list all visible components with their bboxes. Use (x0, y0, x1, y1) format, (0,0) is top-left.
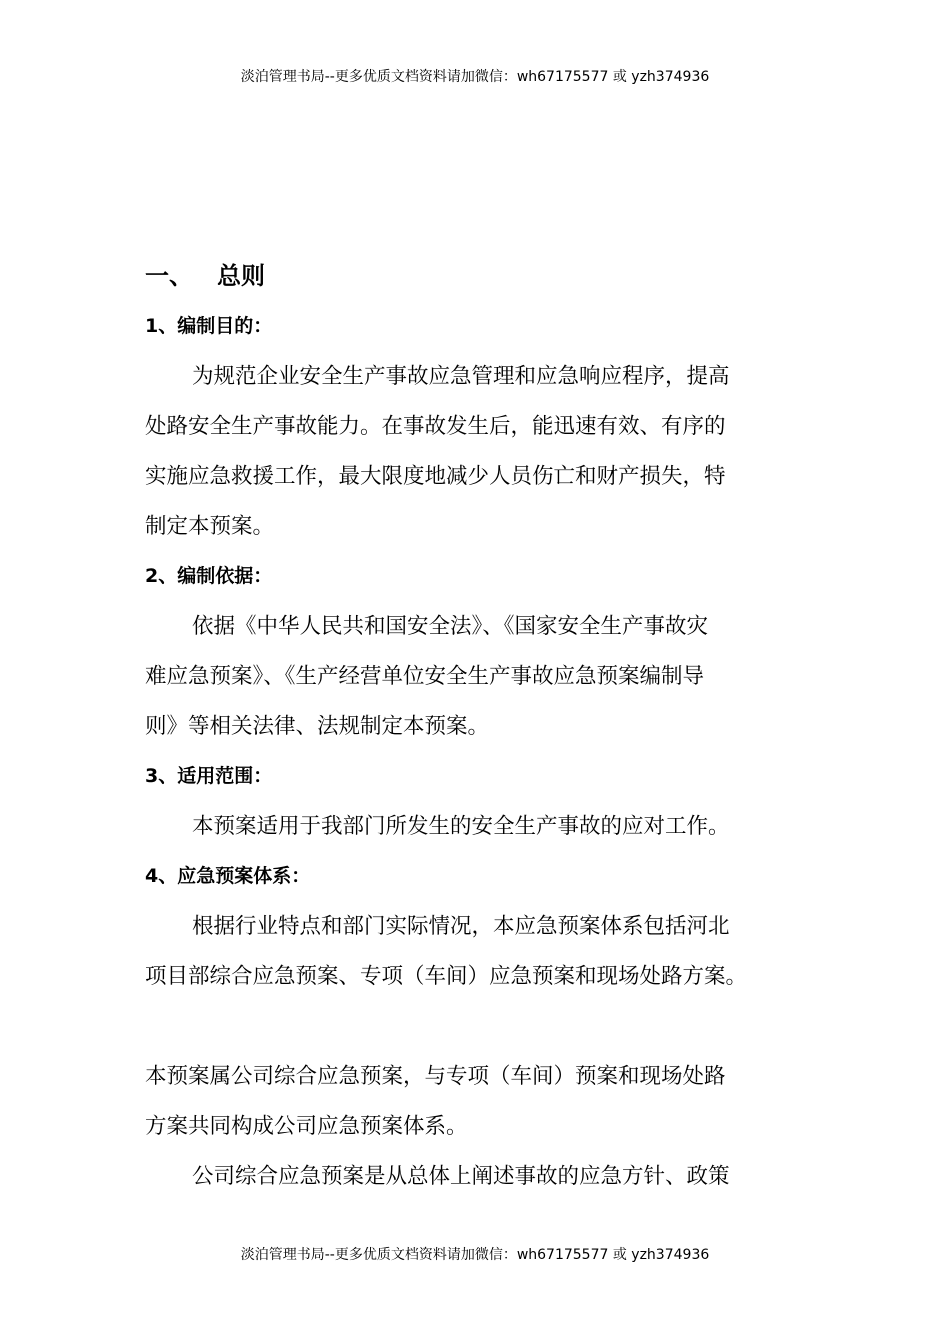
paragraph-line: 依据《中华人民共和国安全法》、《国家安全生产事故灾 (192, 614, 709, 639)
paragraph-line: 项目部综合应急预案、专项（车间）应急预案和现场处路方案。 (145, 964, 748, 989)
subheading-basis: 2、编制依据： (145, 565, 273, 587)
paragraph-line: 难应急预案》、《生产经营单位安全生产事故应急预案编制导 (145, 664, 705, 689)
section-title (145, 258, 815, 294)
blank-line (145, 1010, 815, 1060)
subheading-purpose: 1、编制目的： (145, 315, 273, 337)
paragraph-line: 本预案适用于我部门所发生的安全生产事故的应对工作。 (192, 814, 730, 839)
subheading-scope: 3、适用范围： (145, 765, 273, 787)
page-header: 淡泊管理书局--更多优质文档资料请加微信：wh67175577 或 yzh374936 (240, 69, 710, 85)
paragraph-line: 实施应急救援工作，最大限度地减少人员伤亡和财产损失，特 (145, 464, 726, 489)
section-number: 一、 (145, 262, 193, 290)
paragraph-line: 处路安全生产事故能力。在事故发生后，能迅速有效、有序的 (145, 414, 726, 439)
paragraph-line: 为规范企业安全生产事故应急管理和应急响应程序，提高 (192, 364, 730, 389)
subheading-system: 4、应急预案体系： (145, 865, 311, 887)
paragraph-line: 根据行业特点和部门实际情况，本应急预案体系包括河北 (192, 914, 730, 939)
paragraph-line: 公司综合应急预案是从总体上阐述事故的应急方针、政策 (192, 1164, 730, 1189)
page-footer: 淡泊管理书局--更多优质文档资料请加微信：wh67175577 或 yzh374936 (240, 1247, 710, 1263)
section-title-text: 总则 (217, 262, 265, 290)
document-body (145, 258, 815, 1210)
paragraph-line: 制定本预案。 (145, 514, 275, 539)
paragraph-line: 本预案属公司综合应急预案，与专项（车间）预案和现场处路 (145, 1064, 726, 1089)
paragraph-line: 则》等相关法律、法规制定本预案。 (145, 714, 490, 739)
paragraph-line: 方案共同构成公司应急预案体系。 (145, 1114, 468, 1139)
